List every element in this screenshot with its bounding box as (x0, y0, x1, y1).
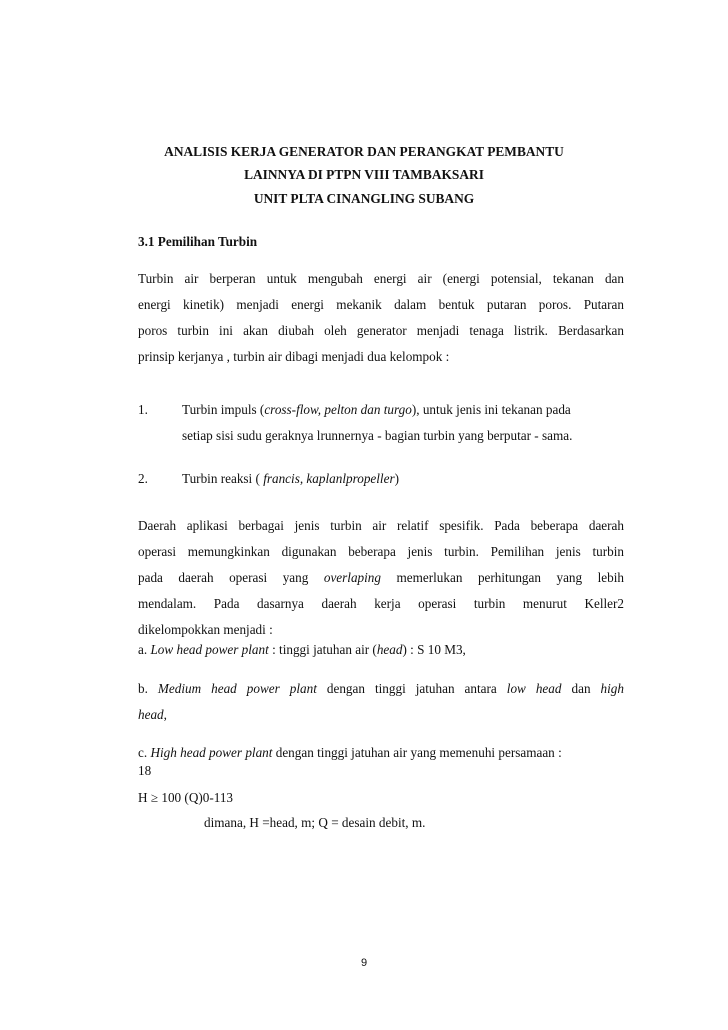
section-heading: 3.1 Pemilihan Turbin (138, 234, 258, 249)
formula-where: dimana, H =head, m; Q = desain debit, m. (204, 815, 426, 830)
italic-span: low head (506, 681, 562, 696)
italic-span: cross-flow, pelton dan turgo (264, 402, 412, 417)
category-b (138, 676, 624, 728)
italic-span: Low head power plant (150, 642, 269, 657)
text-span: dengan tinggi jatuhan air yang memenuhi persamaan : (272, 745, 562, 760)
italic-span: Medium head power plant (157, 681, 317, 696)
list-item-1-line-2: setiap sisi sudu geraknya lrunnernya - bagian turbin yang berputar - sama. (182, 428, 573, 443)
text-span: Turbin reaksi ( (182, 471, 264, 486)
list-item-2-line-1 (182, 471, 399, 487)
category-b-line-1 (138, 676, 624, 702)
category-a (138, 641, 466, 659)
intro-line: poros turbin ini akan diubah oleh generator menjadi tenaga listrik. Berdasarkan (138, 323, 624, 338)
intro-line: Turbin air berperan untuk mengubah energi air (energi potensial, tekanan dan (138, 271, 624, 286)
text-span: dengan tinggi jatuhan antara (316, 681, 507, 696)
text-span: Turbin impuls ( (182, 402, 265, 417)
page-number: 9 (360, 957, 368, 969)
text-span: a. (138, 642, 151, 657)
intro-line: energi kinetik) menjadi energi mekanik dalam bentuk putaran poros. Putaran (138, 297, 624, 312)
italic-span: overlaping (323, 570, 381, 585)
text-span: ) : S 10 M3, (402, 642, 466, 657)
text-span: c. (138, 745, 151, 760)
intro-line: prinsip kerjanya , turbin air dibagi menjadi dua kelompok : (138, 349, 450, 364)
text-span: memerlukan perhitungan yang lebih (381, 570, 625, 585)
title-line-3: UNIT PLTA CINANGLING SUBANG (253, 191, 475, 206)
title-line-2: LAINNYA DI PTPN VIII TAMBAKSARI (244, 167, 484, 182)
formula: H ≥ 100 (Q)0-113 (138, 790, 234, 805)
area-line (138, 565, 624, 591)
area-paragraph (138, 513, 624, 643)
title-line-1: ANALISIS KERJA GENERATOR DAN PERANGKAT PEMBANTU (164, 144, 564, 159)
italic-span: head (376, 642, 403, 657)
category-b-line-2 (138, 702, 624, 728)
text-span: : tinggi jatuhan air ( (268, 642, 377, 657)
category-c-line-1 (138, 744, 562, 762)
text-span: pada daerah operasi yang (138, 570, 324, 585)
italic-span: High head power plant (150, 745, 273, 760)
area-line: Daerah aplikasi berbagai jenis turbin air relatif spesifik. Pada beberapa daerah (138, 518, 624, 533)
text-span: , (163, 707, 167, 722)
category-c-line-2: 18 (138, 763, 152, 778)
list-item-1-number: 1. (138, 402, 148, 417)
text-span: dan (561, 681, 601, 696)
area-line: operasi memungkinkan digunakan beberapa jenis turbin. Pemilihan jenis turbin (138, 544, 624, 559)
text-span: b. (138, 681, 158, 696)
area-line: dikelompokkan menjadi : (138, 622, 273, 637)
italic-span: head (138, 707, 164, 722)
italic-span: high (600, 681, 624, 696)
text-span: ) (394, 471, 399, 486)
italic-span: francis, kaplanlpropeller (263, 471, 395, 486)
list-item-2-number: 2. (138, 471, 148, 486)
text-span: ), untuk jenis ini tekanan pada (411, 402, 571, 417)
list-item-1-line-1 (182, 402, 571, 418)
intro-paragraph (138, 266, 624, 370)
area-line: mendalam. Pada dasarnya daerah kerja operasi turbin menurut Keller2 (138, 596, 624, 611)
